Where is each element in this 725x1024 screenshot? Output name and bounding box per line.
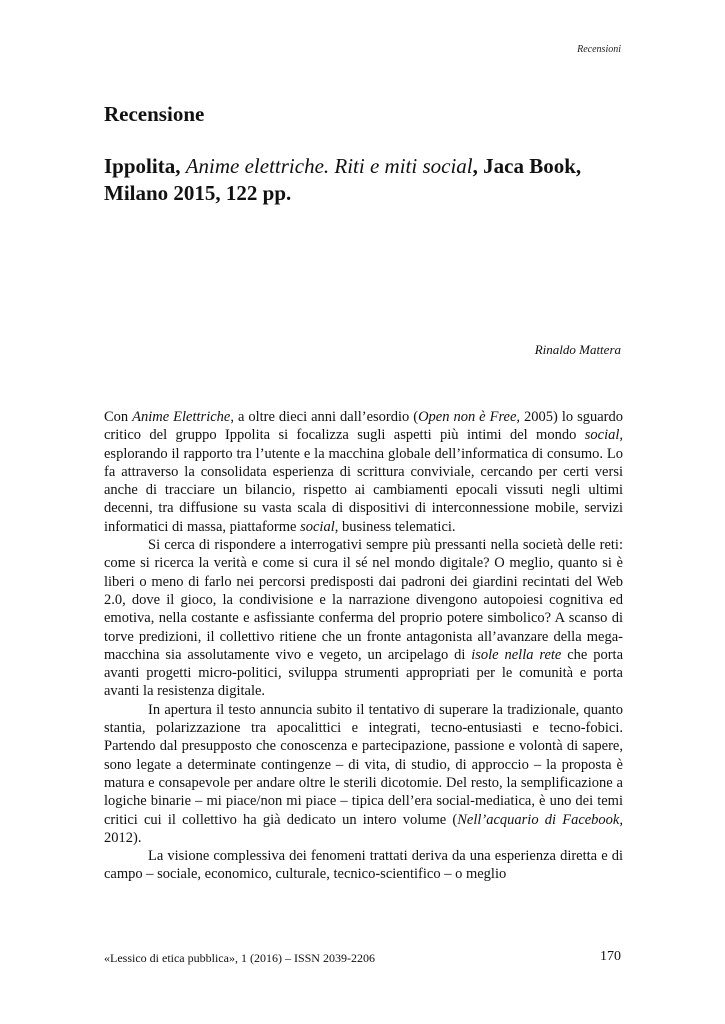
text-run: , business telematici. [334,518,456,535]
text-run: esplorando il rapporto tra l’utente e la macchina globale dell’informatica di consumo. Lo fa attraverso la consolidata esperienza di scrittura conviviale, cercando per certi versi anche di tracciare un bilancio, rispetto ai cambiamenti epocali vissuti negli ultimi decenni, tra diffusione su vasta scala di dispositivi di interconnessione mobile, servizi informatici di massa, piattaforme [104,445,623,535]
text-run-italic: Anime Elettriche [132,409,231,425]
page-number: 170 [600,949,621,964]
text-run: Con [104,409,133,425]
paragraph-4 [104,847,623,884]
review-title-book: Anime elettriche. Riti e miti social [185,154,473,178]
running-head: Recensioni [577,44,621,55]
text-run-italic: isole nella rete [471,646,562,663]
text-run: 2012). [104,829,142,846]
text-run: Si cerca di rispondere a interrogativi sempre più pressanti nella società delle reti: come si ricerca la verità e come si cura il sé nel mondo digitale? O meglio, quanto si è liberi o meno di farlo nei percorsi predisposti dai padroni dei giardini recintati del Web 2.0, dove il gioco, la condivisione e la narrazione divengono autopoiesi cognitiva ed emotiva, nella costante e asfissiante conferma del proprio potere simbolico? A scanso di torve predizioni, il collettivo ritiene che un fronte antagonista all’avanzare della mega-macchina sia assolutamente vivo e vegeto, un arcipelago di [104,537,623,663]
review-title-author: Ippolita, [104,154,181,178]
reviewer-name: Rinaldo Mattera [534,342,621,357]
article-body [104,408,623,884]
text-run: La visione complessiva dei fenomeni trattati deriva da una esperienza diretta e di campo – sociale, economico, culturale, tecnico-scientifico – o meglio [104,848,623,883]
text-run: che porta avanti progetti micro-politici, sviluppa strumenti appropriati per le comunità e porta avanti la resistenza digitale. [104,646,624,700]
text-run-italic: social [300,518,335,535]
text-run-italic: Nell’acquario di Facebook, [457,811,623,828]
text-run-italic: social, [584,427,623,444]
text-run: , a oltre dieci anni dall’esordio ( [230,409,419,425]
text-run: 2005) lo sguardo critico del gruppo Ippolita si focalizza sugli aspetti più intimi del mondo [104,409,624,444]
paragraph-1 [104,408,623,536]
text-run: In apertura il testo annuncia subito il tentativo di superare la tradizionale, quanto stantia, polarizzazione tra apocalittici e integrati, tecno-entusiasti e tecno-fobici. Partendo dal presupposto che conoscenza e partecipazione, passione e volontà di sapere, sono legate a determinate contingenze – di vita, di studio, di approccio – la proposta è matura e consapevole per andare oltre le sterili dicotomie. Del resto, la semplificazione a logiche binarie – mi piace/non mi piace – tipica dell’era social-mediatica, è uno dei temi critici cui il collettivo ha già dedicato un intero volume ( [104,701,623,828]
section-title: Recensione [104,102,205,126]
text-run-italic: Open non è Free, [418,409,521,425]
review-title-publisher: , Jaca Book, Milano 2015, 122 pp. [104,154,582,205]
paragraph-3 [104,701,623,847]
paragraph-2 [104,536,623,701]
footer-journal: «Lessico di etica pubblica», 1 (2016) – ISSN 2039-2206 [104,951,375,965]
review-title [104,153,629,207]
